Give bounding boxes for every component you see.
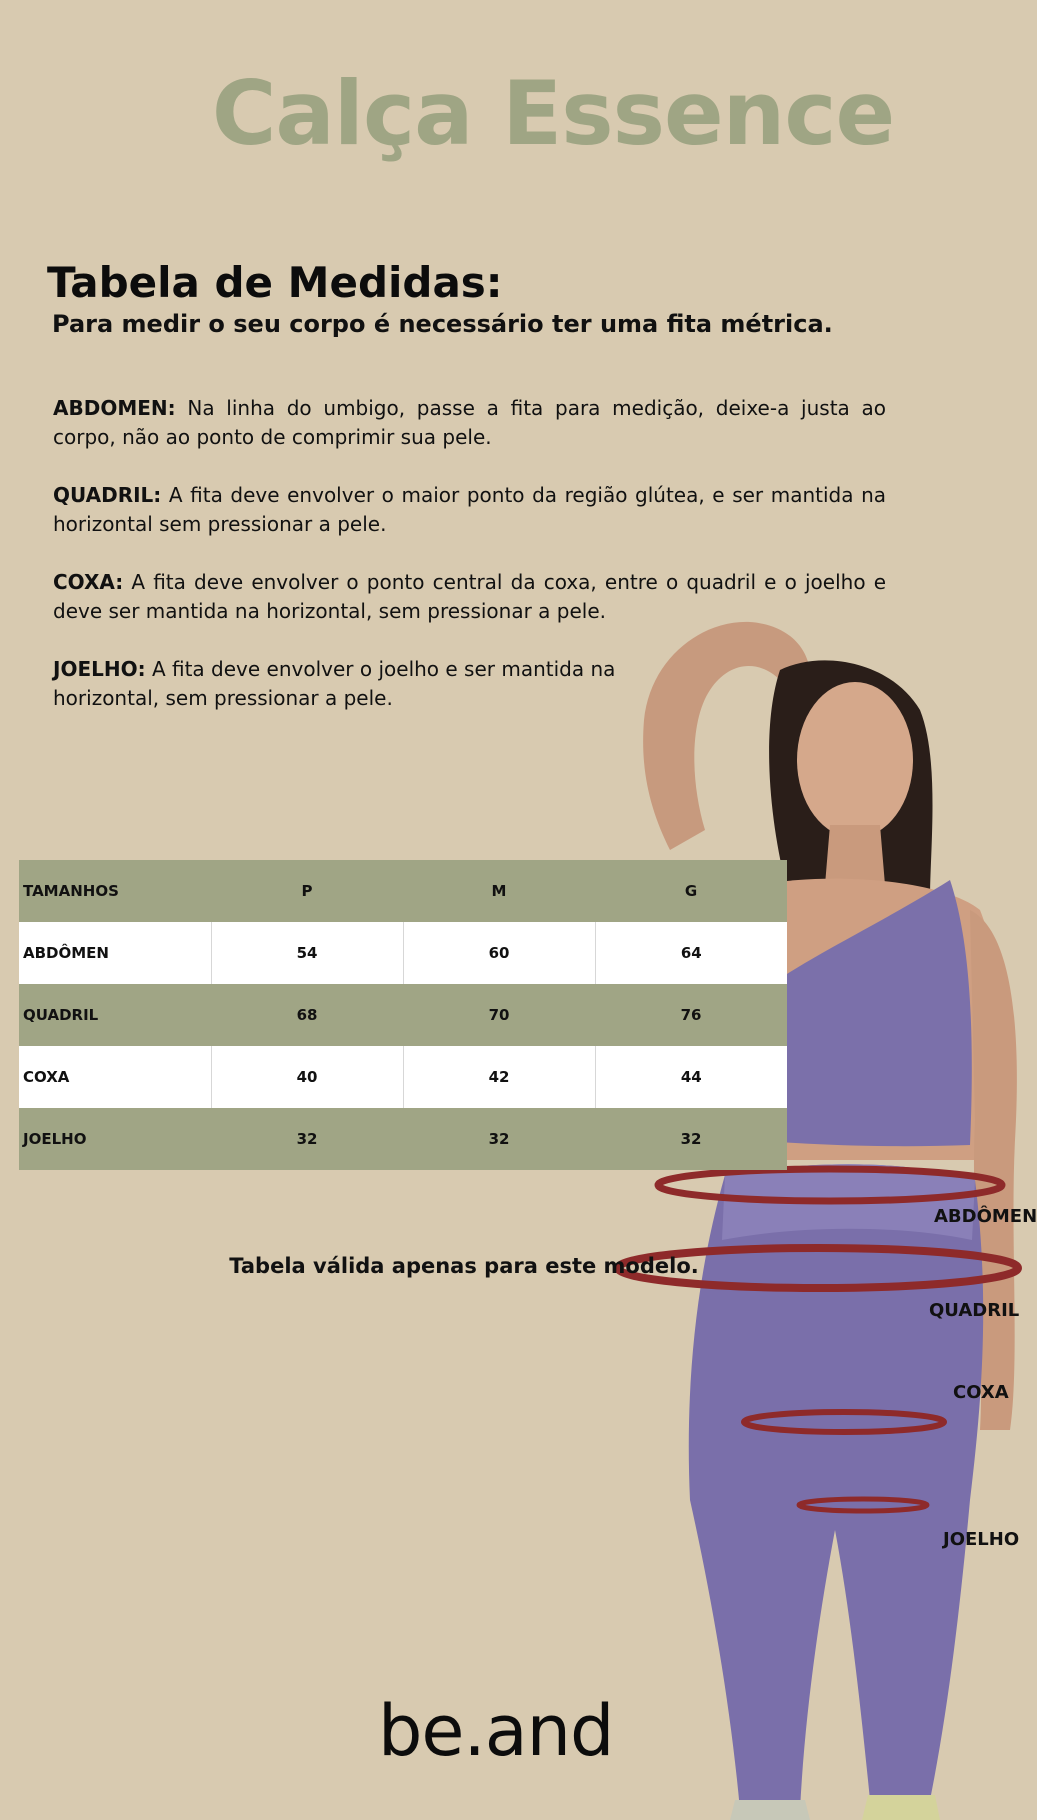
table-header-cell: TAMANHOS (19, 860, 211, 922)
table-cell: COXA (19, 1046, 211, 1108)
table-row (19, 1046, 787, 1108)
table-cell: 76 (595, 984, 787, 1046)
table-header-cell: P (211, 860, 403, 922)
table-row (19, 922, 787, 984)
table-row (19, 1108, 787, 1170)
table-cell: 40 (211, 1046, 403, 1108)
table-cell: 42 (403, 1046, 595, 1108)
measuring-note: Para medir o seu corpo é necessário ter uma fita métrica. (52, 310, 833, 338)
table-header-cell: G (595, 860, 787, 922)
table-cell: 68 (211, 984, 403, 1046)
label-abdomen: ABDÔMEN (934, 1206, 1037, 1227)
table-cell: ABDÔMEN (19, 922, 211, 984)
table-cell: 64 (595, 922, 787, 984)
table-cell: QUADRIL (19, 984, 211, 1046)
table-cell: 44 (595, 1046, 787, 1108)
table-footnote: Tabela válida apenas para este modelo. (229, 1254, 699, 1278)
instruction-abdomen: ABDOMEN: Na linha do umbigo, passe a fita para medição, deixe-a justa ao corpo, não ao ponto de comprimir sua pele. (53, 396, 886, 449)
table-header-row (19, 860, 787, 922)
size-table (19, 860, 787, 1170)
size-chart-heading: Tabela de Medidas: (47, 258, 503, 307)
table-cell: 32 (211, 1108, 403, 1170)
table-header-cell: M (403, 860, 595, 922)
table-cell: 32 (403, 1108, 595, 1170)
label-quadril: QUADRIL (929, 1300, 1020, 1321)
label-joelho: JOELHO (943, 1529, 1020, 1550)
product-title: Calça Essence (211, 62, 895, 165)
table-cell: 60 (403, 922, 595, 984)
instruction-joelho: JOELHO: A fita deve envolver o joelho e ser mantida na horizontal, sem pressionar a pele. (53, 657, 616, 710)
label-coxa: COXA (953, 1382, 1009, 1403)
instruction-coxa: COXA: A fita deve envolver o ponto central da coxa, entre o quadril e o joelho e deve ser mantida na horizontal, sem pressionar a pele. (53, 570, 886, 623)
table-cell: 70 (403, 984, 595, 1046)
table-row (19, 984, 787, 1046)
brand-logo: be.and (378, 1690, 614, 1772)
table-cell: JOELHO (19, 1108, 211, 1170)
instruction-quadril: QUADRIL: A fita deve envolver o maior ponto da região glútea, e ser mantida na horizontal sem pressionar a pele. (53, 483, 886, 536)
table-cell: 54 (211, 922, 403, 984)
table-cell: 32 (595, 1108, 787, 1170)
